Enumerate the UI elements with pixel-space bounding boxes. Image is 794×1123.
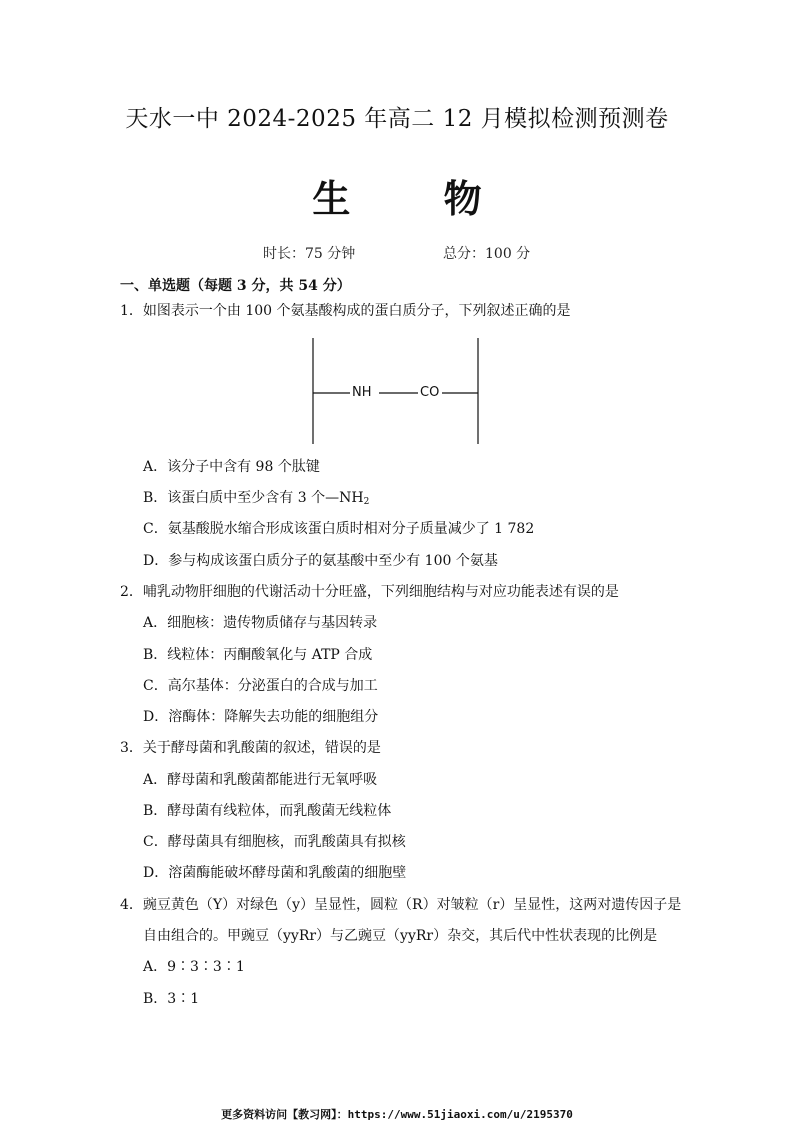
question-3-option-b: B．酵母菌有线粒体，而乳酸菌无线粒体	[143, 803, 392, 819]
subject-title: 生 物	[312, 177, 522, 221]
question-2-option-b: B．线粒体：丙酮酸氧化与 ATP 合成	[143, 647, 373, 663]
question-4-option-a: A．9∶3∶3∶1	[143, 959, 245, 975]
exam-duration: 时长：75 分钟	[263, 246, 356, 262]
question-4-stem-line-2: 自由组合的。甲豌豆（yyRr）与乙豌豆（yyRr）杂交，其后代中性状表现的比例是	[143, 928, 658, 944]
question-1-option-d: D．参与构成该蛋白质分子的氨基酸中至少有 100 个氨基	[143, 553, 498, 569]
question-2-option-c: C．高尔基体：分泌蛋白的合成与加工	[143, 678, 378, 694]
section-heading: 一、单选题（每题 3 分，共 54 分）	[120, 278, 351, 294]
option-b-subscript: 2	[363, 497, 370, 507]
peptide-diagram	[300, 336, 500, 448]
exam-total-score: 总分：100 分	[443, 246, 531, 262]
page-title: 天水一中 2024-2025 年高二 12 月模拟检测预测卷	[125, 106, 669, 132]
question-4-stem-line-1: 4．豌豆黄色（Y）对绿色（y）呈显性，圆粒（R）对皱粒（r）呈显性，这两对遗传因子是	[120, 897, 682, 913]
question-3-option-d: D．溶菌酶能破坏酵母菌和乳酸菌的细胞壁	[143, 865, 407, 881]
question-1-option-b	[143, 489, 369, 511]
question-2-option-d: D．溶酶体：降解失去功能的细胞组分	[143, 709, 379, 725]
option-b-text: B．该蛋白质中至少含有 3 个—NH	[143, 490, 364, 506]
diagram-nh-label: NH	[352, 385, 372, 400]
question-1-option-c: C．氨基酸脱水缩合形成该蛋白质时相对分子质量减少了 1 782	[143, 521, 535, 537]
question-1-stem: 1．如图表示一个由 100 个氨基酸构成的蛋白质分子，下列叙述正确的是	[120, 303, 571, 319]
question-3-option-c: C．酵母菌具有细胞核，而乳酸菌具有拟核	[143, 834, 406, 850]
question-1-option-a: A．该分子中含有 98 个肽键	[143, 459, 320, 475]
question-3-stem: 3．关于酵母菌和乳酸菌的叙述，错误的是	[120, 740, 381, 756]
footer-link[interactable]: 更多资料访问【教习网】：https://www.51jiaoxi.com/u/2195370	[221, 1108, 573, 1121]
question-4-option-b: B．3∶1	[143, 991, 200, 1007]
question-2-stem: 2．哺乳动物肝细胞的代谢活动十分旺盛，下列细胞结构与对应功能表述有误的是	[120, 584, 619, 600]
diagram-co-label: CO	[420, 385, 440, 400]
question-3-option-a: A．酵母菌和乳酸菌都能进行无氧呼吸	[143, 772, 378, 788]
question-2-option-a: A．细胞核：遗传物质储存与基因转录	[143, 615, 378, 631]
